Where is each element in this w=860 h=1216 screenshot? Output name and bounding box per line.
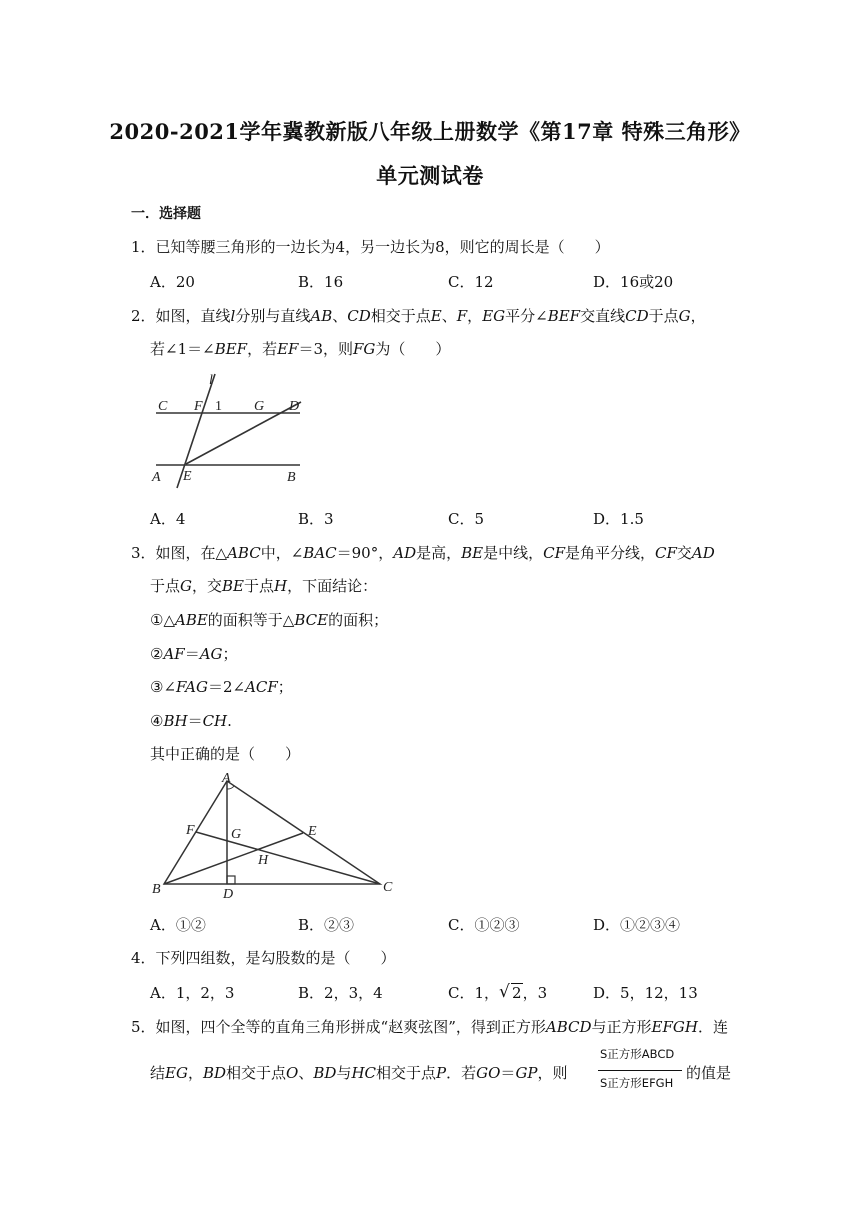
label-b: B [152, 882, 161, 897]
q3-option-c: C．①②③ [448, 916, 520, 934]
q1-option-c: C．12 [448, 273, 494, 291]
q3-option-d: D．①②③④ [593, 916, 681, 934]
bisector-cf [196, 832, 380, 884]
label-a: A [152, 470, 161, 485]
q4-option-a: A．1，2，3 [150, 984, 235, 1002]
q2-option-a: A．4 [150, 510, 186, 528]
document-title-line1: 2020-2021学年冀教新版八年级上册数学《第17章 特殊三角形》 [109, 119, 751, 144]
q4-option-c: C．1， √ 2，3 [448, 982, 548, 1002]
right-angle-d [227, 876, 235, 884]
label-c: C [158, 399, 168, 414]
label-f: F [186, 823, 195, 838]
q3-conclusion-3: ③∠FAG＝2∠ACF； [150, 678, 293, 696]
q3-conclusion-1: ①△ABE的面积等于△BCE的面积； [150, 611, 389, 629]
q4-option-d: D．5，12，13 [593, 984, 698, 1002]
question-5-line2: 结EG，BD相交于点O、BD与HC相交于点P．若GO＝GP，则 [150, 1064, 568, 1082]
angle-mark-a [227, 786, 234, 789]
label-a: A [222, 772, 231, 786]
q3-option-a: A．①② [150, 916, 206, 934]
label-e: E [183, 469, 192, 484]
label-e: E [308, 824, 317, 839]
q2-figure [148, 370, 308, 492]
q2-option-c: C．5 [448, 510, 485, 528]
q2-option-b: B．3 [298, 510, 334, 528]
fraction-denominator: S正方形EFGH [600, 1076, 674, 1090]
document-title-line2: 单元测试卷 [376, 163, 484, 188]
label-d: D [223, 887, 234, 900]
q3-option-b: B．②③ [298, 916, 355, 934]
q1-option-d: D．16或20 [593, 273, 674, 291]
question-1-text: 1．已知等腰三角形的一边长为4，另一边长为8，则它的周长是（ ） [131, 238, 610, 256]
label-b: B [287, 470, 296, 485]
sqrt-symbol: √ 2 [499, 982, 522, 1002]
question-3-line2: 于点G，交BE于点H，下面结论： [150, 577, 378, 595]
section-heading: 一．选择题 [131, 206, 201, 222]
q3-figure [148, 772, 398, 900]
label-g: G [231, 827, 242, 842]
area-ratio-fraction [598, 1044, 684, 1098]
q1-option-b: B．16 [298, 273, 344, 291]
q2-option-d: D．1.5 [593, 510, 644, 528]
q4-option-b: B．2，3，4 [298, 984, 383, 1002]
q1-option-a: A．20 [150, 273, 195, 291]
label-g: G [254, 399, 265, 414]
question-5-line2-end: 的值是 [686, 1064, 732, 1082]
label-h: H [258, 853, 269, 868]
question-2-line2: 若∠1＝∠BEF，若EF＝3，则FG为（ ） [150, 340, 451, 358]
question-4-text: 4．下列四组数，是勾股数的是（ ） [131, 949, 396, 967]
label-d: D [289, 399, 300, 414]
question-3-line1: 3．如图，在△ABC中，∠BAC＝90°，AD是高，BE是中线，CF是角平分线，CF交AD [131, 544, 715, 562]
label-angle-1: 1 [215, 399, 222, 414]
label-l: l [209, 373, 213, 388]
q3-conclusion-4: ④BH＝CH. [150, 712, 232, 730]
fraction-bar [598, 1070, 682, 1071]
label-f: F [194, 399, 203, 414]
question-5-line1: 5．如图，四个全等的直角三角形拼成“赵爽弦图”，得到正方形ABCD与正方形EFGH．连 [131, 1018, 728, 1036]
fraction-numerator: S正方形ABCD [600, 1047, 675, 1061]
label-c: C [383, 880, 393, 895]
q3-conclusion-2: ②AF＝AG； [150, 645, 238, 663]
question-2-line1: 2．如图，直线l分别与直线AB、CD相交于点E、F，EG平分∠BEF交直线CD于点G， [131, 307, 706, 325]
q3-ask: 其中正确的是（ ） [150, 745, 301, 763]
